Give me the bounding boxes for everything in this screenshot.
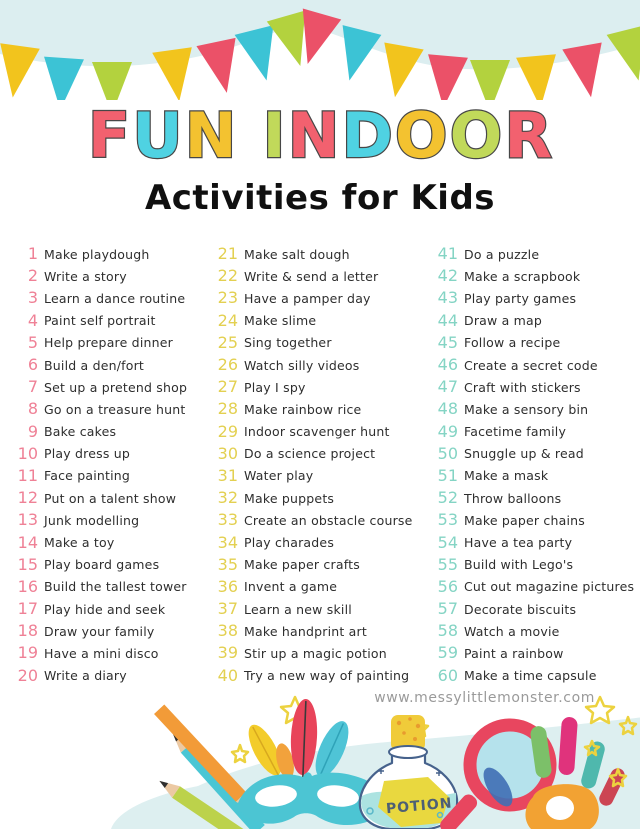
item-number: 8 [27, 399, 38, 419]
item-number: 37 [217, 599, 238, 619]
item-number: 10 [17, 443, 38, 463]
item-label: Paint a rainbow [464, 645, 564, 661]
item-label: Draw your family [44, 623, 155, 639]
list-item [16, 554, 212, 576]
item-number: 40 [217, 665, 238, 685]
list-item [436, 265, 636, 287]
list-item [16, 265, 212, 287]
item-number: 51 [437, 465, 458, 485]
item-number: 50 [437, 443, 458, 463]
item-label: Make paper crafts [244, 557, 360, 573]
title-letter: O [449, 99, 503, 172]
item-number: 30 [217, 443, 238, 463]
title-letter: D [341, 99, 393, 172]
item-number: 54 [437, 532, 458, 552]
item-label: Learn a new skill [244, 601, 352, 617]
item-number: 24 [217, 310, 238, 330]
item-label: Watch a movie [464, 623, 560, 639]
list-item [216, 443, 432, 465]
item-number: 31 [217, 465, 238, 485]
item-label: Make slime [244, 313, 317, 329]
list-item [216, 398, 432, 420]
item-label: Facetime family [464, 424, 567, 440]
item-number: 27 [217, 377, 238, 397]
item-label: Throw balloons [464, 490, 562, 506]
item-label: Make salt dough [244, 246, 350, 262]
list-item [216, 332, 432, 354]
item-label: Create an obstacle course [244, 512, 413, 528]
item-number: 58 [437, 621, 458, 641]
bunting-banner [0, 0, 640, 100]
item-number: 23 [217, 288, 238, 308]
item-number: 35 [217, 554, 238, 574]
item-number: 7 [27, 377, 38, 397]
item-label: Follow a recipe [464, 335, 561, 351]
list-item [436, 554, 636, 576]
item-number: 18 [17, 621, 38, 641]
item-label: Play charades [244, 535, 335, 551]
item-number: 43 [437, 288, 458, 308]
item-label: Write a story [44, 268, 127, 284]
website-url: www.messylittlemonster.com [374, 690, 595, 706]
item-number: 16 [17, 576, 38, 596]
item-number: 53 [437, 510, 458, 530]
item-label: Build the tallest tower [44, 579, 187, 595]
list-item [436, 421, 636, 443]
item-number: 12 [17, 488, 38, 508]
list-item [436, 398, 636, 420]
item-label: Learn a dance routine [44, 290, 186, 306]
list-item [16, 487, 212, 509]
list-item [16, 243, 212, 265]
list-item [216, 620, 432, 642]
item-number: 60 [437, 665, 458, 685]
item-number: 20 [17, 665, 38, 685]
list-item [216, 354, 432, 376]
item-label: Build a den/fort [44, 357, 145, 373]
item-label: Do a science project [244, 446, 376, 462]
activity-column [16, 243, 212, 687]
list-item [16, 398, 212, 420]
list-item [216, 310, 432, 332]
title-letter: N [287, 99, 340, 172]
item-number: 2 [27, 266, 38, 286]
list-item [216, 265, 432, 287]
list-item [16, 443, 212, 465]
title-letter: N [184, 99, 237, 172]
item-label: Bake cakes [44, 424, 117, 440]
list-item [436, 642, 636, 664]
item-number: 4 [27, 310, 38, 330]
item-label: Draw a map [464, 313, 543, 329]
item-label: Go on a treasure hunt [44, 401, 186, 417]
item-label: Put on a talent show [44, 490, 177, 506]
activity-column [436, 243, 636, 687]
item-label: Make a sensory bin [464, 401, 589, 417]
item-number: 59 [437, 643, 458, 663]
list-item [216, 531, 432, 553]
item-label: Make a time capsule [464, 668, 597, 684]
list-item [436, 287, 636, 309]
item-label: Have a mini disco [44, 645, 159, 661]
item-number: 33 [217, 510, 238, 530]
item-number: 57 [437, 599, 458, 619]
list-item [436, 576, 636, 598]
list-item [16, 665, 212, 687]
potion-label: POTION [385, 795, 454, 818]
item-label: Have a tea party [464, 535, 573, 551]
item-label: Make a mask [464, 468, 549, 484]
title-letter: F [87, 99, 131, 172]
list-item [16, 376, 212, 398]
item-number: 55 [437, 554, 458, 574]
list-item [16, 642, 212, 664]
item-label: Junk modelling [44, 512, 140, 528]
item-number: 9 [27, 421, 38, 441]
item-number: 42 [437, 266, 458, 286]
item-label: Water play [244, 468, 314, 484]
item-number: 46 [437, 355, 458, 375]
item-label: Make a scrapbook [464, 268, 581, 284]
item-number: 48 [437, 399, 458, 419]
item-number: 56 [437, 576, 458, 596]
item-label: Play hide and seek [44, 601, 166, 617]
item-label: Play dress up [44, 446, 130, 462]
list-item [16, 310, 212, 332]
item-label: Make handprint art [244, 623, 367, 639]
list-item [216, 243, 432, 265]
item-number: 47 [437, 377, 458, 397]
item-label: Play board games [44, 557, 160, 573]
item-label: Face painting [44, 468, 131, 484]
list-item [16, 576, 212, 598]
item-label: Have a pamper day [244, 290, 371, 306]
title-letters [0, 94, 640, 178]
item-number: 38 [217, 621, 238, 641]
list-item [16, 354, 212, 376]
title-block [0, 94, 640, 216]
item-label: Invent a game [244, 579, 338, 595]
list-item [16, 509, 212, 531]
item-label: Snuggle up & read [464, 446, 584, 462]
list-item [16, 332, 212, 354]
list-item [436, 376, 636, 398]
item-number: 41 [437, 244, 458, 264]
item-label: Decorate biscuits [464, 601, 577, 617]
list-item [216, 487, 432, 509]
item-number: 29 [217, 421, 238, 441]
item-label: Play I spy [244, 379, 306, 395]
item-number: 17 [17, 599, 38, 619]
item-number: 45 [437, 332, 458, 352]
item-number: 3 [27, 288, 38, 308]
list-item [436, 243, 636, 265]
list-item [436, 531, 636, 553]
list-item [436, 665, 636, 687]
list-item [436, 354, 636, 376]
item-label: Craft with stickers [464, 379, 581, 395]
item-label: Make a toy [44, 535, 115, 551]
list-item [436, 443, 636, 465]
item-number: 34 [217, 532, 238, 552]
title-letter: R [504, 99, 553, 172]
list-item [216, 465, 432, 487]
list-item [16, 465, 212, 487]
list-item [16, 598, 212, 620]
list-item [436, 310, 636, 332]
item-number: 22 [217, 266, 238, 286]
item-number: 26 [217, 355, 238, 375]
item-number: 44 [437, 310, 458, 330]
list-item [216, 665, 432, 687]
item-label: Make paper chains [464, 512, 585, 528]
item-number: 19 [17, 643, 38, 663]
list-item [216, 554, 432, 576]
item-number: 6 [27, 355, 38, 375]
item-number: 1 [27, 244, 38, 264]
item-number: 21 [217, 244, 238, 264]
list-item [436, 332, 636, 354]
list-item [16, 531, 212, 553]
list-item [216, 509, 432, 531]
list-item [16, 620, 212, 642]
list-item [216, 598, 432, 620]
list-item [216, 376, 432, 398]
item-number: 13 [17, 510, 38, 530]
item-label: Indoor scavenger hunt [244, 424, 390, 440]
item-label: Write a diary [44, 668, 127, 684]
item-label: Play party games [464, 290, 577, 306]
list-item [216, 421, 432, 443]
item-label: Create a secret code [464, 357, 598, 373]
item-number: 15 [17, 554, 38, 574]
item-number: 32 [217, 488, 238, 508]
list-item [16, 287, 212, 309]
page-subtitle: Activities for Kids [144, 178, 496, 218]
list-item [436, 509, 636, 531]
list-item [216, 642, 432, 664]
item-label: Paint self portrait [44, 313, 156, 329]
item-number: 5 [27, 332, 38, 352]
item-label: Help prepare dinner [44, 335, 173, 351]
item-label: Stir up a magic potion [244, 645, 387, 661]
list-item [216, 576, 432, 598]
item-number: 36 [217, 576, 238, 596]
item-number: 49 [437, 421, 458, 441]
title-letter: I [262, 99, 286, 172]
title-letter: U [132, 99, 183, 172]
bottom-illustration [0, 695, 640, 829]
list-item [16, 421, 212, 443]
item-label: Make playdough [44, 246, 150, 262]
list-item [436, 487, 636, 509]
list-item [436, 598, 636, 620]
list-item [436, 620, 636, 642]
item-label: Set up a pretend shop [44, 379, 188, 395]
item-label: Sing together [244, 335, 332, 351]
item-label: Build with Lego's [464, 557, 574, 573]
item-label: Watch silly videos [244, 357, 360, 373]
item-label: Write & send a letter [244, 268, 379, 284]
item-number: 11 [17, 465, 38, 485]
title-letter: O [394, 99, 448, 172]
item-label: Try a new way of painting [244, 668, 410, 684]
item-number: 39 [217, 643, 238, 663]
item-number: 25 [217, 332, 238, 352]
activity-column [216, 243, 432, 687]
item-number: 14 [17, 532, 38, 552]
item-label: Make rainbow rice [244, 401, 362, 417]
item-label: Cut out magazine pictures [464, 579, 635, 595]
item-number: 52 [437, 488, 458, 508]
item-label: Do a puzzle [464, 246, 540, 262]
item-number: 28 [217, 399, 238, 419]
list-item [436, 465, 636, 487]
list-item [216, 287, 432, 309]
item-label: Make puppets [244, 490, 335, 506]
